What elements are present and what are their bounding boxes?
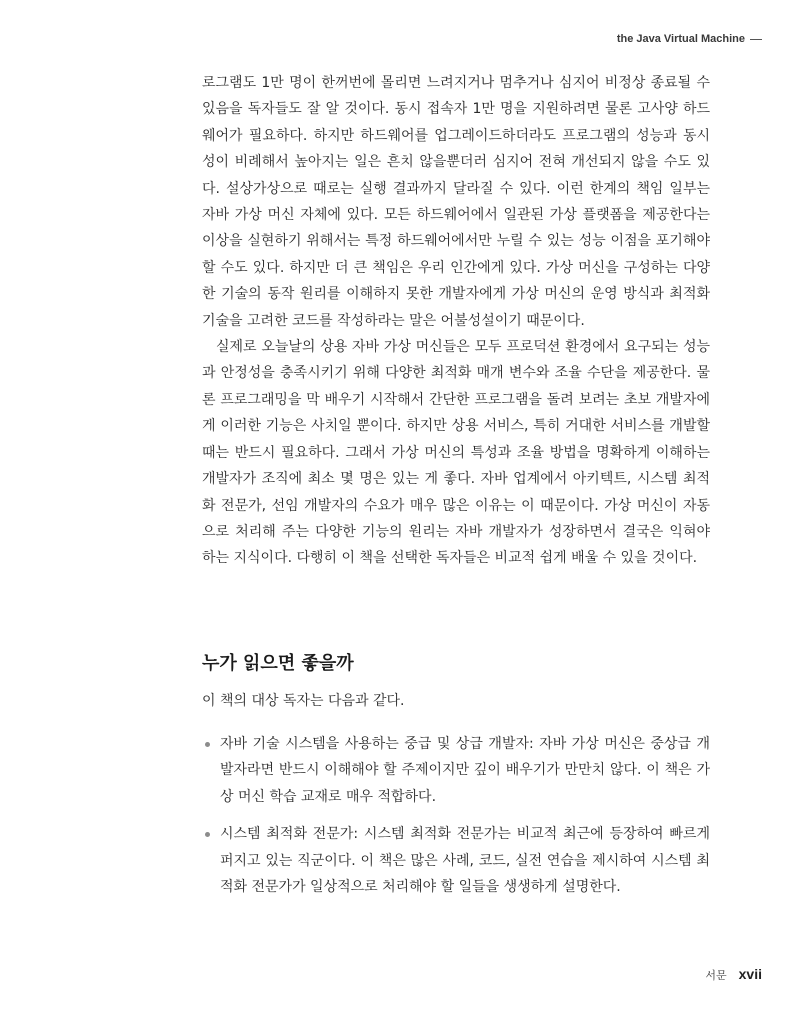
list-item <box>202 821 710 900</box>
bullet-icon <box>205 742 210 747</box>
bullet-text: 자바 기술 시스템을 사용하는 중급 및 상급 개발자: 자바 가상 머신은 중상급 개발자라면 반드시 이해해야 할 주제이지만 깊이 배우기가 만만치 않다. 이 책은 가상 머신 학습 교재로 매우 적합하다. <box>220 736 710 805</box>
bullet-list <box>202 731 710 911</box>
body-paragraph-2: 실제로 오늘날의 상용 자바 가상 머신들은 모두 프로덕션 환경에서 요구되는 성능과 안정성을 충족시키기 위해 다양한 최적화 매개 변수와 조율 수단을 제공한다. 물론 프로그래밍을 막 배우기 시작해서 간단한 프로그램을 돌려 보려는 초보 개발자에게 이러한 기능은 사치일 뿐이다. 하지만 상용 서비스, 특히 거대한 서비스를 개발할 때는 반드시 필요하다. 그래서 가상 머신의 특성과 조율 방법을 명확하게 이해하는 개발자가 조직에 최소 몇 명은 있는 게 좋다. 자바 업계에서 아키텍트, 시스템 최적화 전문가, 선임 개발자의 수요가 매우 많은 이유는 이 때문이다. 가상 머신이 자동으로 처리해 주는 다양한 기능의 원리는 자바 개발자가 성장하면서 결국은 익혀야 하는 지식이다. 다행히 이 책을 선택한 독자들은 비교적 쉽게 배울 수 있을 것이다. <box>202 339 710 567</box>
page-footer <box>705 966 762 983</box>
bullet-text: 시스템 최적화 전문가: 시스템 최적화 전문가는 비교적 최근에 등장하여 빠르게 퍼지고 있는 직군이다. 이 책은 많은 사례, 코드, 실전 연습을 제시하여 시스템 최적화 전문가가 일상적으로 처리해야 할 일들을 생생하게 설명한다. <box>220 826 710 896</box>
body-paragraph-1: 로그램도 1만 명이 한꺼번에 몰리면 느려지거나 멈추거나 심지어 비정상 종료될 수 있음을 독자들도 잘 알 것이다. 동시 접속자 1만 명을 지원하려면 물론 고사양 하드웨어가 필요하다. 하지만 하드웨어를 업그레이드하더라도 프로그램의 성능과 동시성이 비례해서 높아지는 일은 흔치 않을뿐더러 심지어 전혀 개선되지 않을 수도 있다. 설상가상으로 때로는 실행 결과까지 달라질 수 있다. 이런 한계의 책임 일부는 자바 가상 머신 자체에 있다. 모든 하드웨어에서 일관된 가상 플랫폼을 제공한다는 이상을 실현하기 위해서는 특정 하드웨어에서만 누릴 수 있는 성능 이점을 포기해야 할 수도 있다. 하지만 더 큰 책임은 우리 인간에게 있다. 가상 머신을 구성하는 다양한 기술의 동작 원리를 이해하지 못한 개발자에게 가상 머신의 운영 방식과 최적화 기술을 고려한 코드를 작성하라는 말은 어불성설이기 때문이다. <box>202 75 710 329</box>
section-heading: 누가 읽으면 좋을까 <box>202 653 354 674</box>
body-text <box>202 70 710 572</box>
bullet-icon <box>205 832 210 837</box>
footer-section-name: 서문 <box>705 970 727 982</box>
section-intro: 이 책의 대상 독자는 다음과 같다. <box>202 693 405 709</box>
running-title: the Java Virtual Machine <box>616 33 745 45</box>
page-number: xvii <box>738 966 762 982</box>
header-rule <box>750 39 762 40</box>
list-item <box>202 731 710 810</box>
running-header <box>617 33 762 45</box>
